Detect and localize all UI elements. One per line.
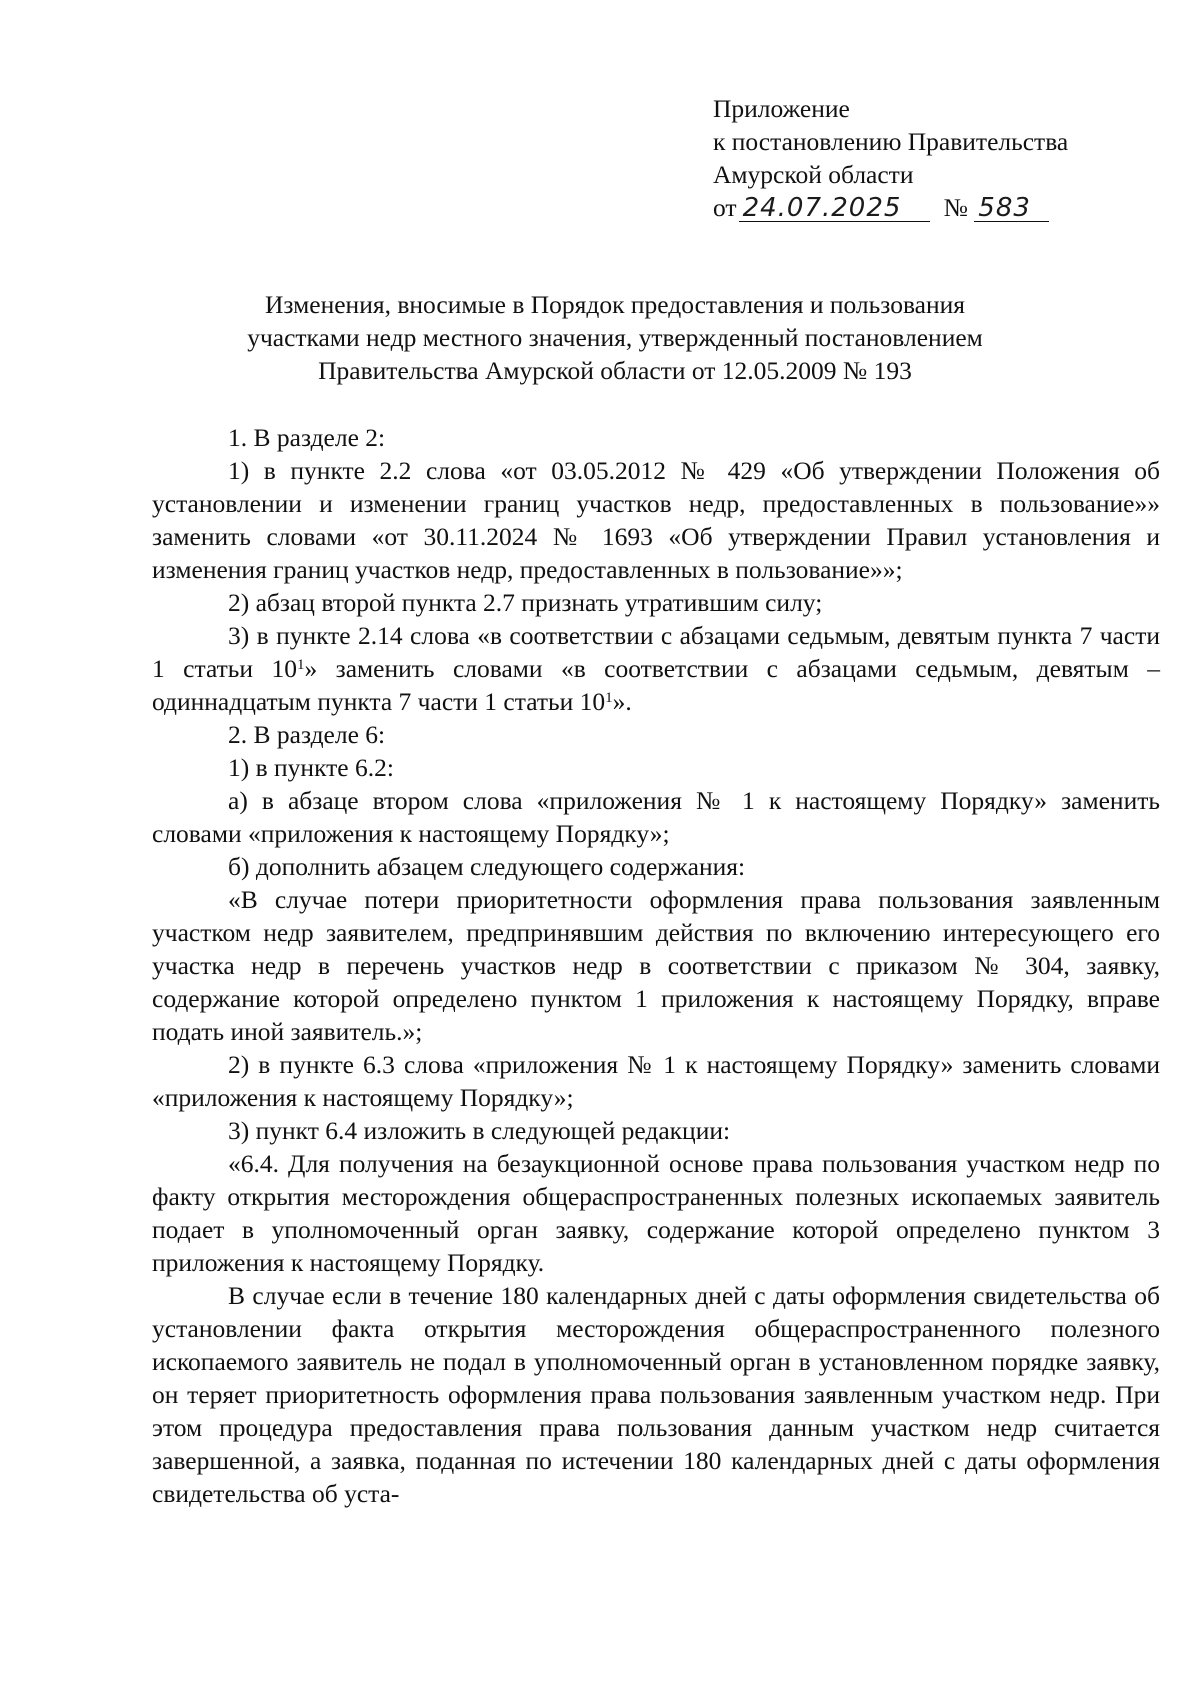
date-prefix: от	[713, 193, 737, 222]
paragraph-6-3: 2) в пункте 6.3 слова «приложения № 1 к настоящему Порядку» заменить словами «приложения к настоящему Порядку»;	[152, 1050, 1160, 1112]
paragraph-6-2: 1) в пункте 6.2:	[228, 753, 394, 782]
paragraph-section-6: 2. В разделе 6:	[228, 720, 386, 749]
document-body	[152, 421, 1160, 1510]
paragraph-2-2: 1) в пункте 2.2 слова «от 03.05.2012 № 429 «Об утверждении Положения об установлении и изменении границ участков недр, предоставленных в пользование»» заменить словами «от 30.11.2024 № 1693 «Об утверждении Правил установления и изменения границ участков недр, предоставленных в пользование»»;	[152, 456, 1160, 584]
number-prefix: №	[943, 193, 968, 222]
paragraph-2-14-part-c: ».	[612, 687, 632, 716]
superscript-1: 1	[605, 690, 613, 706]
superscript-1: 1	[296, 657, 305, 673]
appendix-label: Приложение	[713, 94, 850, 123]
document-title	[150, 288, 1080, 387]
paragraph-6-2-b: б) дополнить абзацем следующего содержания:	[228, 852, 746, 881]
appendix-header	[713, 92, 1068, 224]
paragraph-2-14-part-b: » заменить словами «в соответствии с абзацами седьмым, девятым – одиннадцатым пункта 7 части 1 статьи 10	[152, 654, 1160, 716]
paragraph-2-7: 2) абзац второй пункта 2.7 признать утратившим силу;	[228, 588, 823, 617]
appendix-date-number-line	[713, 191, 1068, 224]
paragraph-section-2: 1. В разделе 2:	[228, 423, 386, 452]
title-line-2: участками недр местного значения, утвержденный постановлением	[247, 323, 983, 352]
title-line-1: Изменения, вносимые в Порядок предоставления и пользования	[265, 290, 965, 319]
appendix-resolution-ref: к постановлению Правительства	[713, 127, 1069, 156]
handwritten-number: 583	[974, 195, 1049, 222]
paragraph-2-14-part-a: 3) в пункте 2.14 слова «в соответствии с абзацами седьмым, девятым пункта 7 части 1 статьи 10	[152, 621, 1160, 683]
handwritten-date: 24.07.2025	[739, 195, 930, 222]
paragraph-2-14	[152, 619, 1160, 718]
paragraph-6-4-second: В случае если в течение 180 календарных дней с даты оформления свидетельства об установлении факта открытия месторождения общераспространенного полезного ископаемого заявитель не подал в уполномоченный орган в установленном порядке заявку, он теряет приоритетность оформления права пользования заявленным участком недр. При этом процедура предоставления права пользования данным участком недр считается завершенной, а заявка, поданная по истечении 180 календарных дней с даты оформления свидетельства об уста-	[152, 1281, 1160, 1508]
paragraph-6-4-text: «6.4. Для получения на безаукционной основе права пользования участком недр по факту открытия месторождения общераспространенных полезных ископаемых заявитель подает в уполномоченный орган заявку, содержание которой определено пунктом 3 приложения к настоящему Порядку.	[152, 1149, 1160, 1277]
appendix-region: Амурской области	[713, 160, 914, 189]
paragraph-6-2-a: а) в абзаце втором слова «приложения № 1 к настоящему Порядку» заменить словами «приложения к настоящему Порядку»;	[152, 786, 1160, 848]
title-line-3: Правительства Амурской области от 12.05.2009 № 193	[318, 356, 912, 385]
paragraph-new-text: «В случае потери приоритетности оформления права пользования заявленным участком недр заявителем, предпринявшим действия по включению интересующего его участка недр в перечень участков недр в соответствии с приказом № 304, заявку, содержание которой определено пунктом 1 приложения к настоящему Порядку, вправе подать иной заявитель.»;	[152, 885, 1160, 1046]
paragraph-6-4: 3) пункт 6.4 изложить в следующей редакции:	[228, 1116, 731, 1145]
